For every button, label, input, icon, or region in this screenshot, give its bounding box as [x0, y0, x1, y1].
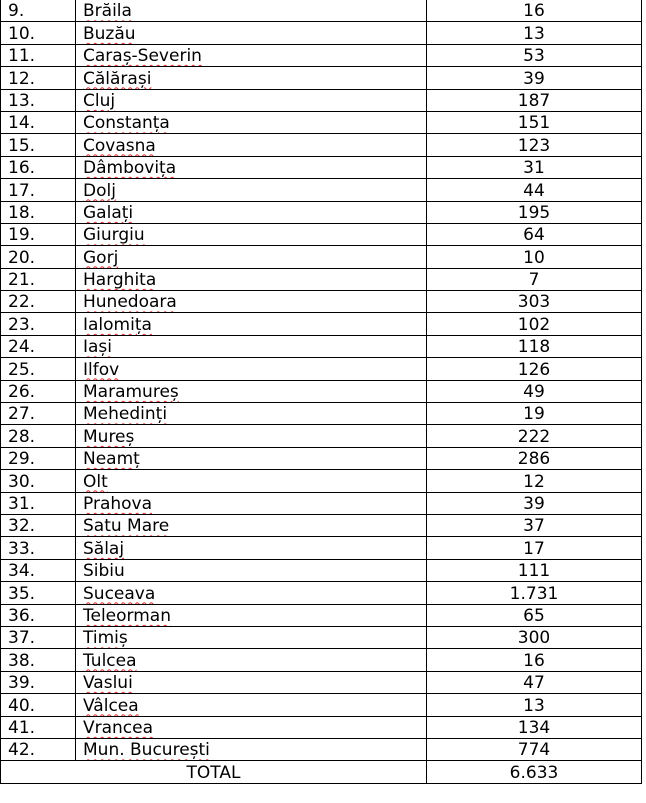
- count-value: 7: [427, 268, 642, 290]
- county-name: Buzău: [83, 23, 136, 44]
- county-name-cell: [76, 626, 427, 648]
- county-name-cell: [76, 537, 427, 559]
- count-value: 47: [427, 671, 642, 693]
- count-value: 123: [427, 134, 642, 156]
- county-name: Sălaj: [83, 538, 125, 559]
- county-name: Iași: [83, 337, 113, 358]
- table-row: [1, 447, 642, 469]
- row-number: 24.: [1, 335, 76, 357]
- row-number: 17.: [1, 179, 76, 201]
- row-number: 21.: [1, 268, 76, 290]
- count-value: 39: [427, 67, 642, 89]
- table-row: [1, 111, 642, 133]
- count-value: 1.731: [427, 582, 642, 604]
- row-number: 12.: [1, 67, 76, 89]
- county-name-cell: [76, 694, 427, 716]
- table-row: [1, 492, 642, 514]
- count-value: 126: [427, 358, 642, 380]
- county-name-cell: [76, 425, 427, 447]
- row-number: 27.: [1, 403, 76, 425]
- row-number: 9.: [1, 0, 76, 22]
- county-name-cell: [76, 335, 427, 357]
- county-name-cell: [76, 582, 427, 604]
- count-value: 187: [427, 89, 642, 111]
- count-value: 13: [427, 694, 642, 716]
- county-name-cell: [76, 22, 427, 44]
- count-value: 10: [427, 246, 642, 268]
- county-name: Caraș-Severin: [83, 46, 202, 67]
- table-row: [1, 89, 642, 111]
- row-number: 10.: [1, 22, 76, 44]
- county-name: Constanța: [83, 113, 170, 134]
- count-value: 222: [427, 425, 642, 447]
- table-row: [1, 604, 642, 626]
- county-name: Harghita: [83, 270, 157, 291]
- row-number: 16.: [1, 156, 76, 178]
- county-name: Covasna: [83, 135, 156, 156]
- count-value: 16: [427, 649, 642, 671]
- table-row: [1, 649, 642, 671]
- county-name: Ialomița: [83, 314, 152, 335]
- count-value: 286: [427, 447, 642, 469]
- table-row: [1, 358, 642, 380]
- row-number: 14.: [1, 111, 76, 133]
- row-number: 26.: [1, 380, 76, 402]
- table-row: [1, 694, 642, 716]
- table-row: [1, 470, 642, 492]
- county-name: Mehedinți: [83, 404, 168, 425]
- count-value: 64: [427, 223, 642, 245]
- row-number: 40.: [1, 694, 76, 716]
- county-name-cell: [76, 89, 427, 111]
- county-name: Maramureș: [83, 382, 179, 403]
- county-name-cell: [76, 201, 427, 223]
- count-value: 39: [427, 492, 642, 514]
- county-name-cell: [76, 514, 427, 536]
- county-name-cell: [76, 470, 427, 492]
- row-number: 30.: [1, 470, 76, 492]
- county-name-cell: [76, 559, 427, 581]
- table-body: [1, 0, 642, 761]
- table-row: [1, 223, 642, 245]
- row-number: 19.: [1, 223, 76, 245]
- county-name: Sibiu: [83, 561, 125, 582]
- table-row: [1, 291, 642, 313]
- count-value: 49: [427, 380, 642, 402]
- row-number: 20.: [1, 246, 76, 268]
- county-name: Olt: [83, 471, 108, 492]
- table-row: [1, 201, 642, 223]
- county-name-cell: [76, 380, 427, 402]
- row-number: 38.: [1, 649, 76, 671]
- county-name-cell: [76, 403, 427, 425]
- county-name-cell: [76, 268, 427, 290]
- county-name: Dolj: [83, 180, 116, 201]
- row-number: 15.: [1, 134, 76, 156]
- county-name: Galați: [83, 202, 134, 223]
- county-name-cell: [76, 291, 427, 313]
- county-name-cell: [76, 223, 427, 245]
- row-number: 42.: [1, 738, 76, 760]
- county-name: Mureș: [83, 426, 135, 447]
- count-value: 53: [427, 44, 642, 66]
- count-value: 44: [427, 179, 642, 201]
- table-row: [1, 156, 642, 178]
- count-value: 300: [427, 626, 642, 648]
- count-value: 303: [427, 291, 642, 313]
- county-name-cell: [76, 0, 427, 22]
- county-name: Hunedoara: [83, 292, 177, 313]
- table-row: [1, 514, 642, 536]
- county-name: Călărași: [83, 68, 152, 89]
- table-row: [1, 425, 642, 447]
- county-name: Giurgiu: [83, 225, 145, 246]
- count-value: 151: [427, 111, 642, 133]
- table-row: [1, 0, 642, 22]
- county-name-cell: [76, 716, 427, 738]
- count-value: 134: [427, 716, 642, 738]
- count-value: 16: [427, 0, 642, 22]
- county-name: Timiș: [83, 628, 128, 649]
- total-value: 6.633: [427, 761, 642, 783]
- table-row: [1, 246, 642, 268]
- county-name-cell: [76, 492, 427, 514]
- county-name-cell: [76, 111, 427, 133]
- count-value: 774: [427, 738, 642, 760]
- count-value: 17: [427, 537, 642, 559]
- table-row: [1, 537, 642, 559]
- count-value: 37: [427, 514, 642, 536]
- county-name-cell: [76, 604, 427, 626]
- row-number: 39.: [1, 671, 76, 693]
- county-name-cell: [76, 313, 427, 335]
- county-name: Tulcea: [83, 650, 137, 671]
- county-name-cell: [76, 246, 427, 268]
- table-row: [1, 559, 642, 581]
- county-name-cell: [76, 738, 427, 760]
- row-number: 37.: [1, 626, 76, 648]
- county-name: Satu Mare: [83, 516, 170, 537]
- count-value: 65: [427, 604, 642, 626]
- row-number: 36.: [1, 604, 76, 626]
- row-number: 28.: [1, 425, 76, 447]
- row-number: 35.: [1, 582, 76, 604]
- row-number: 29.: [1, 447, 76, 469]
- county-name: Gorj: [83, 247, 119, 268]
- county-name: Suceava: [83, 583, 156, 604]
- county-name: Mun. București: [83, 740, 210, 761]
- row-number: 13.: [1, 89, 76, 111]
- row-number: 34.: [1, 559, 76, 581]
- count-value: 195: [427, 201, 642, 223]
- table-row: [1, 626, 642, 648]
- count-value: 19: [427, 403, 642, 425]
- row-number: 32.: [1, 514, 76, 536]
- row-number: 31.: [1, 492, 76, 514]
- county-name-cell: [76, 447, 427, 469]
- count-value: 118: [427, 335, 642, 357]
- table-row: [1, 716, 642, 738]
- total-row: [1, 761, 642, 783]
- row-number: 33.: [1, 537, 76, 559]
- county-name: Cluj: [83, 90, 116, 111]
- total-label: TOTAL: [1, 761, 427, 783]
- county-name: Dâmbovița: [83, 158, 177, 179]
- county-name-cell: [76, 179, 427, 201]
- table-row: [1, 268, 642, 290]
- county-name: Neamț: [83, 449, 140, 470]
- county-name-cell: [76, 44, 427, 66]
- count-value: 111: [427, 559, 642, 581]
- table-row: [1, 313, 642, 335]
- table-row: [1, 22, 642, 44]
- county-name: Ilfov: [83, 359, 120, 380]
- county-name-cell: [76, 67, 427, 89]
- county-name: Vrancea: [83, 717, 154, 738]
- table-row: [1, 335, 642, 357]
- county-name-cell: [76, 156, 427, 178]
- row-number: 41.: [1, 716, 76, 738]
- count-value: 13: [427, 22, 642, 44]
- table-row: [1, 67, 642, 89]
- county-name-cell: [76, 671, 427, 693]
- county-name-cell: [76, 134, 427, 156]
- count-value: 102: [427, 313, 642, 335]
- table-row: [1, 44, 642, 66]
- row-number: 25.: [1, 358, 76, 380]
- county-name-cell: [76, 649, 427, 671]
- count-value: 31: [427, 156, 642, 178]
- table-row: [1, 179, 642, 201]
- table-row: [1, 134, 642, 156]
- table-row: [1, 380, 642, 402]
- row-number: 11.: [1, 44, 76, 66]
- county-name: Prahova: [83, 493, 153, 514]
- row-number: 18.: [1, 201, 76, 223]
- county-name: Brăila: [83, 1, 132, 22]
- table-row: [1, 403, 642, 425]
- row-number: 23.: [1, 313, 76, 335]
- county-name: Teleorman: [83, 605, 171, 626]
- table-row: [1, 671, 642, 693]
- table-row: [1, 582, 642, 604]
- county-name: Vâlcea: [83, 695, 139, 716]
- row-number: 22.: [1, 291, 76, 313]
- county-name: Vaslui: [83, 673, 133, 694]
- county-name-cell: [76, 358, 427, 380]
- count-value: 12: [427, 470, 642, 492]
- table-row: [1, 738, 642, 760]
